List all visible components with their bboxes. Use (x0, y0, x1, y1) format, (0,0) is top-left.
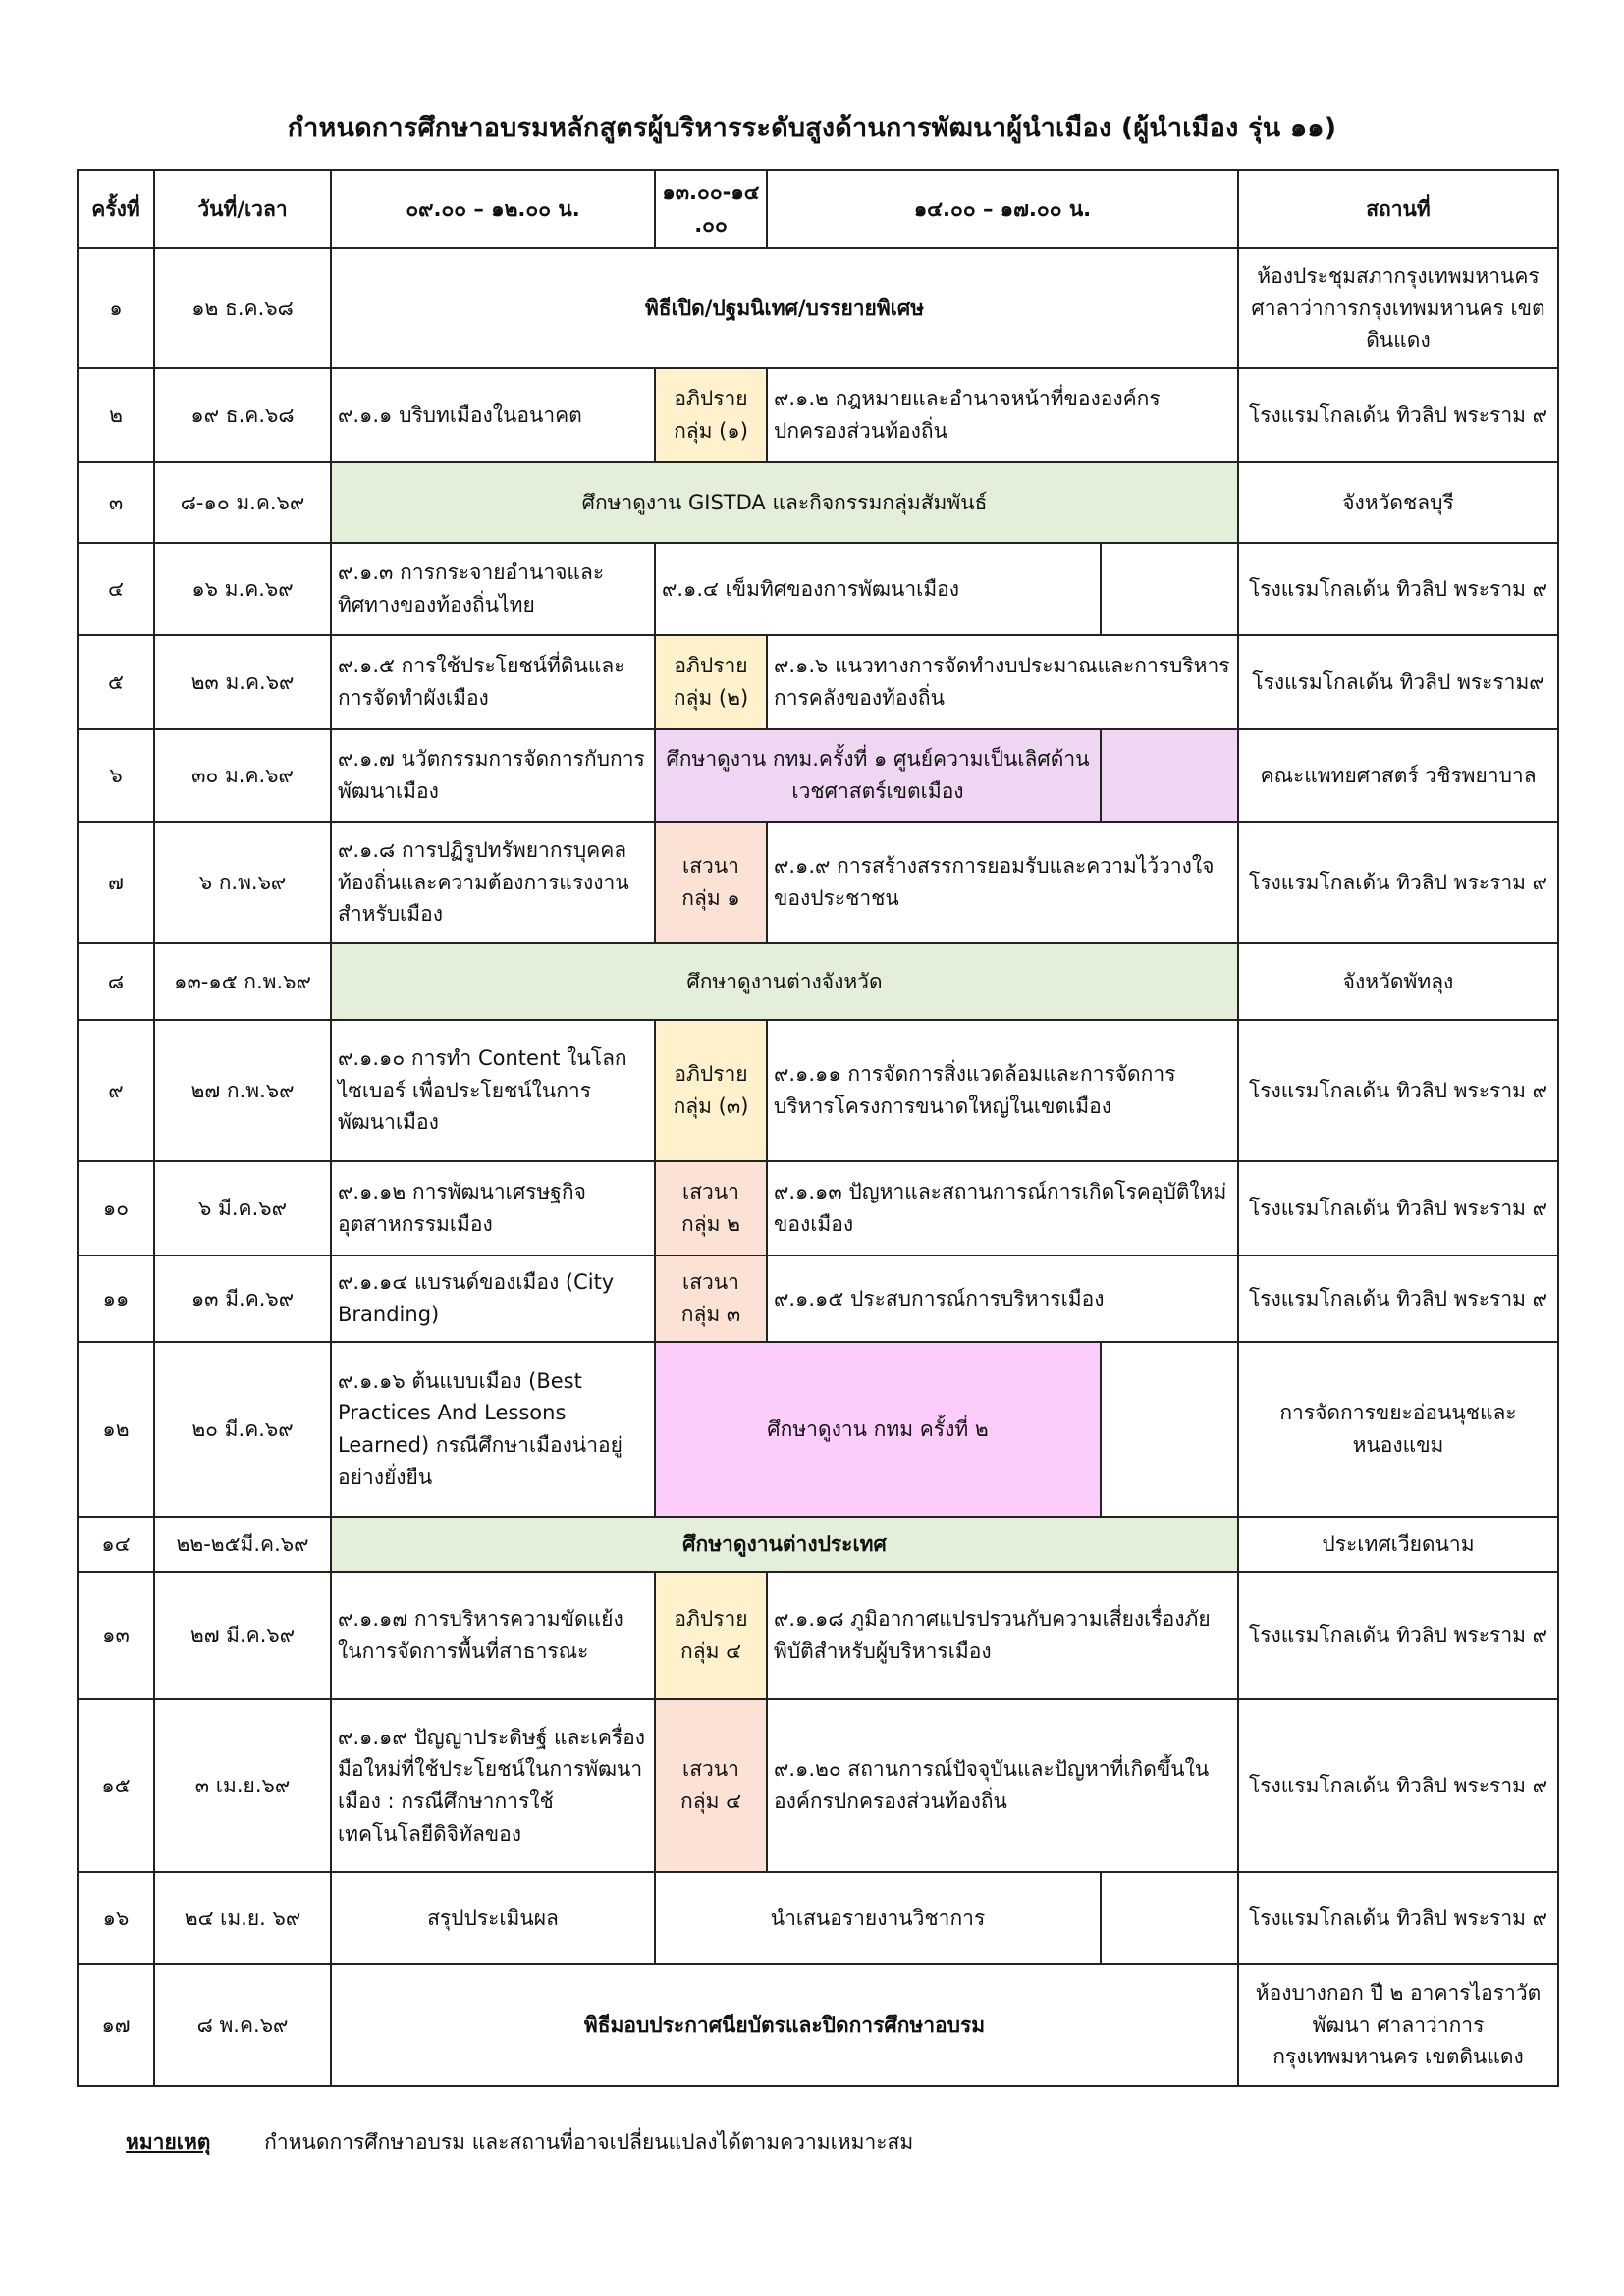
row-no: ๓ (78, 462, 154, 543)
table-row (78, 1161, 1558, 1255)
row-venue: โรงแรมโกลเด้น ทิวลิป พระราม ๙ (1238, 1699, 1558, 1872)
row-afternoon: ๙.๑.๑๓ ปัญหาและสถานการณ์การเกิดโรคอุบัติใหม่ของเมือง (767, 1161, 1238, 1255)
header-midday: ๑๓.๐๐-๑๔.๐๐ (655, 170, 767, 248)
row-midday: เสวนา กลุ่ม ๑ (655, 822, 767, 943)
row-venue: ประเทศเวียดนาม (1238, 1517, 1558, 1572)
row-empty-cell (1101, 1872, 1238, 1964)
row-venue: คณะแพทยศาสตร์ วชิรพยาบาล (1238, 729, 1558, 822)
header-afternoon: ๑๔.๐๐ – ๑๗.๐๐ น. (767, 170, 1238, 248)
row-no: ๑๖ (78, 1872, 154, 1964)
row-midday: อภิปราย กลุ่ม (๓) (655, 1020, 767, 1161)
table-row (78, 543, 1558, 635)
page-title: กำหนดการศึกษาอบรมหลักสูตรผู้บริหารระดับสูงด้านการพัฒนาผู้นำเมือง (ผู้นำเมือง รุ่น ๑๑) (287, 113, 1337, 143)
row-no: ๑ (78, 248, 154, 368)
row-morning: ๙.๑.๑๗ การบริหารความขัดแย้ง ในการจัดการพื้นที่สาธารณะ (331, 1572, 655, 1699)
row-morning: ๙.๑.๑๐ การทำ Content ในโลกไซเบอร์ เพื่อประโยชน์ในการพัฒนาเมือง (331, 1020, 655, 1161)
table-row (78, 1699, 1558, 1872)
row-afternoon: ๙.๑.๒๐ สถานการณ์ปัจจุบันและปัญหาที่เกิดขึ้นในองค์กรปกครองส่วนท้องถิ่น (767, 1699, 1238, 1872)
row-midday: อภิปราย กลุ่ม ๔ (655, 1572, 767, 1699)
row-empty-cell (1101, 543, 1238, 635)
row-date: ๒๓ ม.ค.๖๙ (154, 635, 331, 729)
row-venue: จังหวัดชลบุรี (1238, 462, 1558, 543)
row-afternoon: ศึกษาดูงาน กทม ครั้งที่ ๒ (655, 1342, 1101, 1517)
row-no: ๙ (78, 1020, 154, 1161)
row-morning: สรุปประเมินผล (331, 1872, 655, 1964)
row-venue: โรงแรมโกลเด้น ทิวลิป พระราม ๙ (1238, 543, 1558, 635)
row-morning: ๙.๑.๑ บริบทเมืองในอนาคต (331, 368, 655, 462)
row-venue: โรงแรมโกลเด้น ทิวลิป พระราม ๙ (1238, 1020, 1558, 1161)
table-row (78, 635, 1558, 729)
row-no: ๖ (78, 729, 154, 822)
row-full-session: พิธีเปิด/ปฐมนิเทศ/บรรยายพิเศษ (331, 248, 1238, 368)
table-row (78, 729, 1558, 822)
header-morning: ๐๙.๐๐ – ๑๒.๐๐ น. (331, 170, 655, 248)
row-date: ๖ ก.พ.๖๙ (154, 822, 331, 943)
row-venue: โรงแรมโกลเด้น ทิวลิป พระราม ๙ (1238, 1255, 1558, 1342)
row-date: ๒๔ เม.ย. ๖๙ (154, 1872, 331, 1964)
row-date: ๑๓ มี.ค.๖๙ (154, 1255, 331, 1342)
row-morning: ๙.๑.๕ การใช้ประโยชน์ที่ดินและการจัดทำผังเมือง (331, 635, 655, 729)
row-afternoon: ศึกษาดูงาน กทม.ครั้งที่ ๑ ศูนย์ความเป็นเลิศด้านเวชศาสตร์เขตเมือง (655, 729, 1101, 822)
row-midday: อภิปราย กลุ่ม (๑) (655, 368, 767, 462)
table-row (78, 248, 1558, 368)
row-afternoon: ๙.๑.๑๕ ประสบการณ์การบริหารเมือง (767, 1255, 1238, 1342)
row-morning: ๙.๑.๑๙ ปัญญาประดิษฐ์ และเครื่องมือใหม่ที่ใช้ประโยชน์ในการพัฒนาเมือง : กรณีศึกษาการใช้เทคโนโลยีดิจิทัลของ (331, 1699, 655, 1872)
table-row (78, 1255, 1558, 1342)
row-no: ๑๓ (78, 1572, 154, 1699)
table-row (78, 1020, 1558, 1161)
row-date: ๒๗ ก.พ.๖๙ (154, 1020, 331, 1161)
row-afternoon: นำเสนอรายงานวิชาการ (655, 1872, 1101, 1964)
table-row (78, 943, 1558, 1020)
row-date: ๖ มี.ค.๖๙ (154, 1161, 331, 1255)
row-no: ๒ (78, 368, 154, 462)
row-venue: จังหวัดพัทลุง (1238, 943, 1558, 1020)
row-date: ๒๒-๒๕มี.ค.๖๙ (154, 1517, 331, 1572)
row-afternoon: ๙.๑.๙ การสร้างสรรการยอมรับและความไว้วางใจของประชาชน (767, 822, 1238, 943)
row-morning: ๙.๑.๑๔ แบรนด์ของเมือง (City Branding) (331, 1255, 655, 1342)
row-empty-cell (1101, 1342, 1238, 1517)
row-full-session: พิธีมอบประกาศนียบัตรและปิดการศึกษาอบรม (331, 1964, 1238, 2086)
row-date: ๑๓-๑๕ ก.พ.๖๙ (154, 943, 331, 1020)
row-midday: เสวนา กลุ่ม ๔ (655, 1699, 767, 1872)
row-no: ๑๗ (78, 1964, 154, 2086)
header-no: ครั้งที่ (78, 170, 154, 248)
row-venue: โรงแรมโกลเด้น ทิวลิป พระราม ๙ (1238, 822, 1558, 943)
row-afternoon: ๙.๑.๖ แนวทางการจัดทำงบประมาณและการบริหารการคลังของท้องถิ่น (767, 635, 1238, 729)
row-no: ๕ (78, 635, 154, 729)
row-afternoon: ๙.๑.๒ กฎหมายและอำนาจหน้าที่ขององค์กรปกครองส่วนท้องถิ่น (767, 368, 1238, 462)
row-venue: โรงแรมโกลเด้น ทิวลิป พระราม ๙ (1238, 1872, 1558, 1964)
row-morning: ๙.๑.๗ นวัตกรรมการจัดการกับการพัฒนาเมือง (331, 729, 655, 822)
table-row (78, 368, 1558, 462)
row-afternoon: ๙.๑.๔ เข็มทิศของการพัฒนาเมือง (655, 543, 1101, 635)
row-full-session: ศึกษาดูงานต่างจังหวัด (331, 943, 1238, 1020)
row-no: ๔ (78, 543, 154, 635)
schedule-table (77, 169, 1559, 2087)
row-venue: ห้องบางกอก ปี ๒ อาคารไอราวัตพัฒนา ศาลาว่าการกรุงเทพมหานคร เขตดินแดง (1238, 1964, 1558, 2086)
header-date: วันที่/เวลา (154, 170, 331, 248)
row-no: ๗ (78, 822, 154, 943)
row-venue: การจัดการขยะอ่อนนุชและหนองแขม (1238, 1342, 1558, 1517)
row-date: ๓๐ ม.ค.๖๙ (154, 729, 331, 822)
footnote-text: กำหนดการศึกษาอบรม และสถานที่อาจเปลี่ยนแปลงได้ตามความเหมาะสม (264, 2130, 914, 2154)
row-venue: โรงแรมโกลเด้น ทิวลิป พระราม ๙ (1238, 1572, 1558, 1699)
row-midday: เสวนา กลุ่ม ๒ (655, 1161, 767, 1255)
table-row (78, 1964, 1558, 2086)
row-date: ๓ เม.ย.๖๙ (154, 1699, 331, 1872)
table-row (78, 1342, 1558, 1517)
row-date: ๑๙ ธ.ค.๖๘ (154, 368, 331, 462)
footnote-label: หมายเหตุ (126, 2130, 211, 2154)
row-midday: เสวนา กลุ่ม ๓ (655, 1255, 767, 1342)
table-row (78, 462, 1558, 543)
row-venue: โรงแรมโกลเด้น ทิวลิป พระราม ๙ (1238, 1161, 1558, 1255)
row-afternoon: ๙.๑.๑๑ การจัดการสิ่งแวดล้อมและการจัดการบริหารโครงการขนาดใหญ่ในเขตเมือง (767, 1020, 1238, 1161)
row-midday: อภิปราย กลุ่ม (๒) (655, 635, 767, 729)
row-venue: โรงแรมโกลเด้น ทิวลิป พระราม ๙ (1238, 368, 1558, 462)
footnote (126, 2126, 913, 2159)
row-date: ๑๒ ธ.ค.๖๘ (154, 248, 331, 368)
row-empty-cell (1101, 729, 1238, 822)
table-row (78, 822, 1558, 943)
header-venue: สถานที่ (1238, 170, 1558, 248)
row-no: ๑๑ (78, 1255, 154, 1342)
row-venue: โรงแรมโกลเด้น ทิวลิป พระราม๙ (1238, 635, 1558, 729)
row-date: ๘ พ.ค.๖๙ (154, 1964, 331, 2086)
row-date: ๒๐ มี.ค.๖๙ (154, 1342, 331, 1517)
row-venue: ห้องประชุมสภากรุงเทพมหานคร ศาลาว่าการกรุงเทพมหานคร เขตดินแดง (1238, 248, 1558, 368)
row-morning: ๙.๑.๑๒ การพัฒนาเศรษฐกิจอุตสาหกรรมเมือง (331, 1161, 655, 1255)
row-full-session: ศึกษาดูงาน GISTDA และกิจกรรมกลุ่มสัมพันธ์ (331, 462, 1238, 543)
row-date: ๘-๑๐ ม.ค.๖๙ (154, 462, 331, 543)
row-afternoon: ๙.๑.๑๘ ภูมิอากาศแปรปรวนกับความเสี่ยงเรื่องภัยพิบัติสำหรับผู้บริหารเมือง (767, 1572, 1238, 1699)
row-no: ๑๕ (78, 1699, 154, 1872)
row-full-session: ศึกษาดูงานต่างประเทศ (331, 1517, 1238, 1572)
row-no: ๘ (78, 943, 154, 1020)
row-morning: ๙.๑.๘ การปฏิรูปทรัพยากรบุคคลท้องถิ่นและความต้องการแรงงานสำหรับเมือง (331, 822, 655, 943)
row-date: ๑๖ ม.ค.๖๙ (154, 543, 331, 635)
row-no: ๑๔ (78, 1517, 154, 1572)
row-no: ๑๒ (78, 1342, 154, 1517)
row-date: ๒๗ มี.ค.๖๙ (154, 1572, 331, 1699)
table-row (78, 1872, 1558, 1964)
header-row (78, 170, 1558, 248)
row-morning: ๙.๑.๑๖ ต้นแบบเมือง (Best Practices And Lessons Learned) กรณีศึกษาเมืองน่าอยู่อย่างยั่งยืน (331, 1342, 655, 1517)
row-morning: ๙.๑.๓ การกระจายอำนาจและทิศทางของท้องถิ่นไทย (331, 543, 655, 635)
table-row (78, 1572, 1558, 1699)
table-row (78, 1517, 1558, 1572)
row-no: ๑๐ (78, 1161, 154, 1255)
